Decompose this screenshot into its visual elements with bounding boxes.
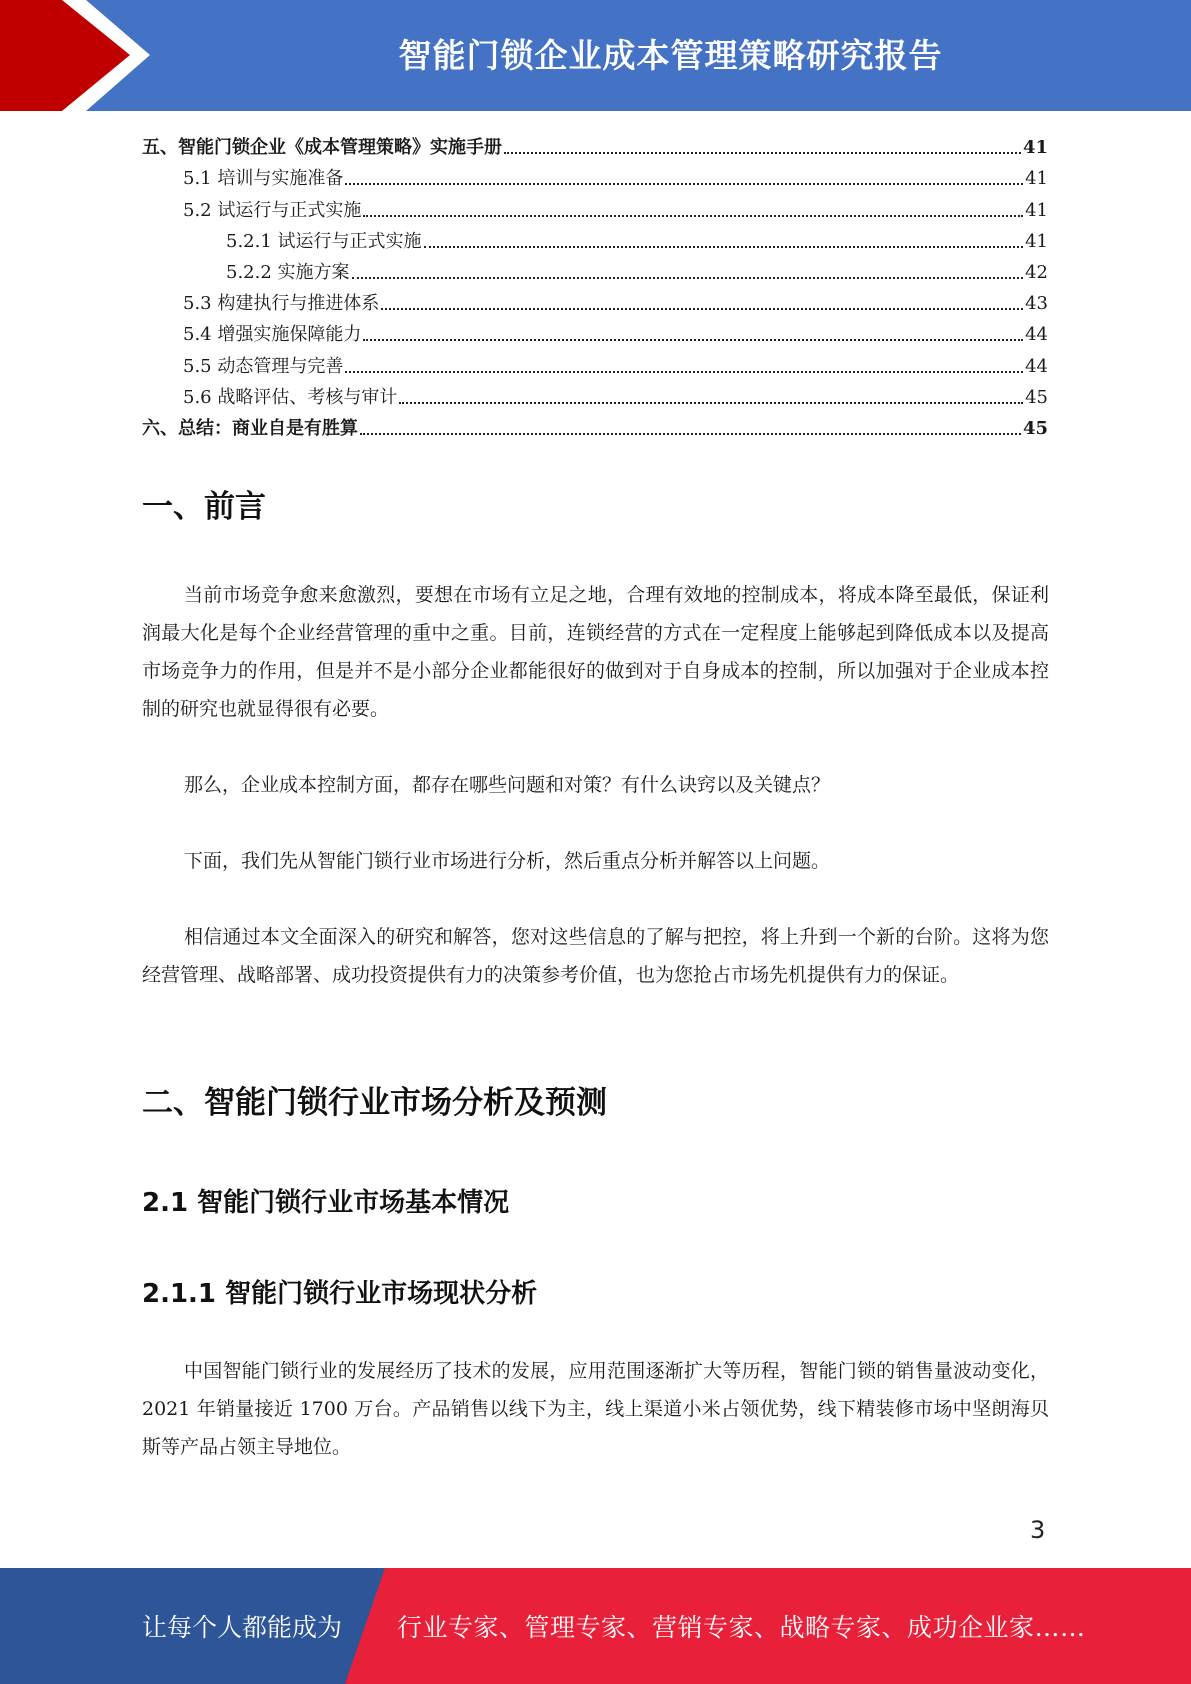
toc-leader-dots	[360, 433, 1021, 435]
toc-entry-page: 42	[1025, 261, 1048, 283]
toc-entry-title: 5.3 构建执行与推进体系	[183, 293, 380, 315]
toc-entry-title: 5.1 培训与实施准备	[183, 168, 344, 190]
body-paragraph: 当前市场竞争愈来愈激烈，要想在市场有立足之地，合理有效地的控制成本，将成本降至最低，保证利润最大化是每个企业经营管理的重中之重。目前，连锁经营的方式在一定程度上能够起到降低成本以及提高市场竞争力的作用，但是并不是小部分企业都能很好的做到对于自身成本的控制，所以加强对于企业成本控制的研究也就显得很有必要。	[142, 584, 1049, 720]
page-number: 3	[1030, 1516, 1046, 1544]
toc-entry-title: 5.2.1 试运行与正式实施	[226, 230, 422, 252]
toc-entry[interactable]	[142, 409, 1048, 440]
toc-entry-title: 5.4 增强实施保障能力	[183, 324, 362, 346]
body-paragraph: 那么，企业成本控制方面，都存在哪些问题和对策？有什么诀窍以及关键点？	[184, 774, 831, 796]
toc-entry[interactable]	[142, 190, 1048, 221]
toc-entry-page: 41	[1025, 168, 1048, 190]
body-paragraph: 下面，我们先从智能门锁行业市场进行分析，然后重点分析并解答以上问题。	[184, 850, 831, 872]
body-paragraph: 中国智能门锁行业的发展经历了技术的发展，应用范围逐渐扩大等历程，智能门锁的销售量波动变化，2021 年销量接近 1700 万台。产品销售以线下为主，线上渠道小米占领优势，线下精装修市场中坚朗海贝斯等产品占领主导地位。	[142, 1360, 1049, 1458]
toc-leader-dots	[363, 215, 1023, 217]
toc-entry-title: 5.6 战略评估、考核与审计	[183, 386, 398, 408]
body-paragraph: 相信通过本文全面深入的研究和解答，您对这些信息的了解与把控，将上升到一个新的台阶。这将为您经营管理、战略部署、成功投资提供有力的决策参考价值，也为您抢占市场先机提供有力的保证。	[142, 926, 1049, 986]
page-footer	[0, 1568, 1191, 1684]
toc-entry-title: 五、智能门锁企业《成本管理策略》实施手册	[142, 137, 502, 159]
report-title: 智能门锁企业成本管理策略研究报告	[398, 35, 943, 75]
toc-leader-dots	[352, 277, 1024, 279]
toc-entry-page: 41	[1022, 137, 1048, 159]
toc-entry[interactable]	[142, 284, 1048, 315]
toc-entry-page: 45	[1025, 386, 1048, 408]
subsection-heading: 2.1.1 智能门锁行业市场现状分析	[142, 1279, 538, 1309]
toc-entry-title: 5.2.2 实施方案	[226, 261, 350, 283]
toc-leader-dots	[424, 246, 1024, 248]
toc-entry[interactable]	[142, 346, 1048, 377]
page-header	[0, 0, 1191, 111]
footer-slogan-left: 让每个人都能成为	[142, 1613, 343, 1642]
table-of-contents	[142, 128, 1048, 440]
toc-entry[interactable]	[142, 378, 1048, 409]
section-heading-preface: 一、前言	[142, 489, 266, 525]
toc-entry-page: 44	[1025, 355, 1048, 377]
subsection-heading: 2.1 智能门锁行业市场基本情况	[142, 1188, 510, 1218]
toc-leader-dots	[381, 308, 1023, 310]
toc-entry[interactable]	[142, 159, 1048, 190]
toc-entry[interactable]	[142, 222, 1048, 253]
toc-entry-title: 六、总结：商业自是有胜算	[142, 417, 358, 439]
toc-leader-dots	[363, 339, 1023, 341]
toc-entry-page: 43	[1025, 293, 1048, 315]
section-heading-market-analysis: 二、智能门锁行业市场分析及预测	[142, 1085, 607, 1121]
toc-entry-page: 41	[1025, 199, 1048, 221]
toc-entry[interactable]	[142, 253, 1048, 284]
toc-entry-page: 44	[1025, 324, 1048, 346]
toc-entry[interactable]	[142, 315, 1048, 346]
toc-entry-title: 5.5 动态管理与完善	[183, 355, 344, 377]
toc-leader-dots	[399, 402, 1023, 404]
toc-entry-page: 41	[1025, 230, 1048, 252]
toc-leader-dots	[504, 152, 1021, 154]
toc-leader-dots	[345, 371, 1023, 373]
toc-leader-dots	[345, 183, 1023, 185]
toc-entry[interactable]	[142, 128, 1048, 159]
footer-slogan-right: 行业专家、管理专家、营销专家、战略专家、成功企业家……	[397, 1613, 1086, 1642]
toc-entry-page: 45	[1022, 417, 1048, 439]
toc-entry-title: 5.2 试运行与正式实施	[183, 199, 362, 221]
